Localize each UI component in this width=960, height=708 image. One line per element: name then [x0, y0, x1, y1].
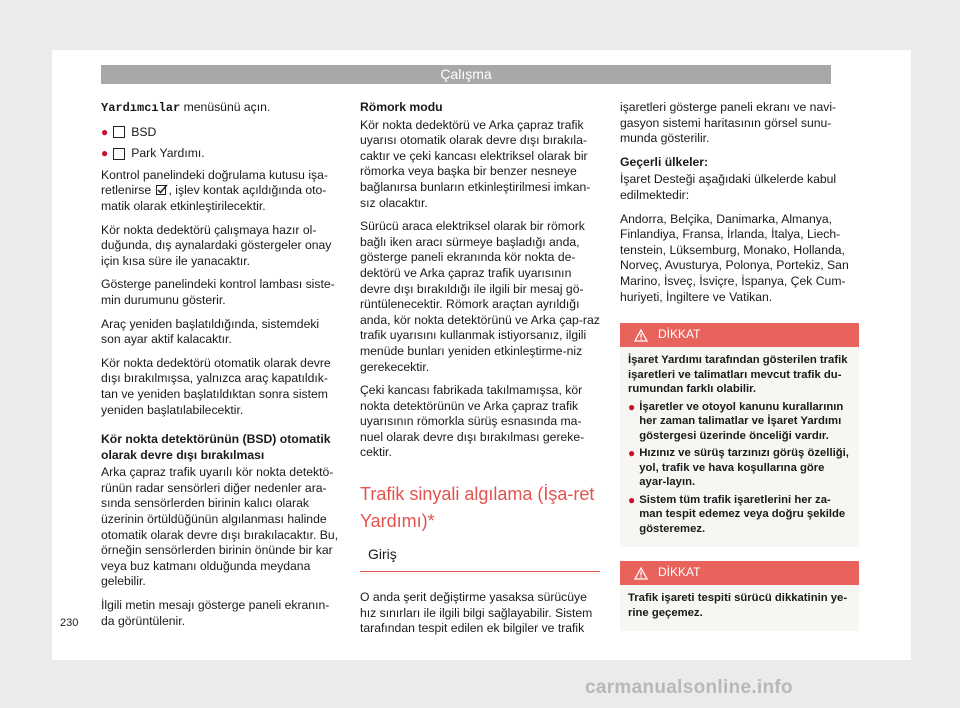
option-label: BSD	[131, 124, 157, 139]
checked-box-icon	[156, 184, 168, 196]
paragraph: Arka çapraz trafik uyarılı kör nokta detektö-rünün radar sensörleri diğer nedenler ara-sında sensörlerden birinin kalıcı olarak üzerinin örtüldüğünün algılanması halinde otomatik olarak devre dışı bırakılacaktır. Bu, örneğin sensörlerden birinin önünde bir kar veya buz katmanı olduğunda meydana gelebilir.	[101, 465, 339, 589]
warning-triangle-icon	[634, 329, 648, 342]
heading-bsd-disable: Kör nokta detektörünün (BSD) otomatik olarak devre dışı bırakılması	[101, 432, 331, 462]
column-left	[101, 100, 341, 637]
warning-title: DİKKAT	[658, 565, 701, 580]
menu-suffix: menüsünü açın.	[180, 100, 271, 114]
paragraph: işaretleri gösterge paneli ekranı ve navi-gasyon sistemi haritasının görsel sunu-munda gösterilir.	[620, 100, 837, 146]
paragraph	[101, 168, 341, 215]
menu-instruction	[101, 100, 341, 117]
bullet-text: Sistem tüm trafik işaretlerini her za-man tespit edemez veya doğru şekilde gösteremez.	[639, 493, 846, 535]
subsection-title: Giriş	[360, 545, 600, 572]
paragraph: O anda şerit değiştirme yasaksa sürücüye hız sınırları ile ilgili bilgi sağlayabilir. Sistem tarafından tespit edilen ek bilgiler ve trafik	[360, 590, 593, 636]
paragraph: İşaret Desteği aşağıdaki ülkelerde kabul edilmektedir:	[620, 172, 837, 202]
column-middle	[360, 100, 600, 645]
warning-body	[620, 347, 859, 547]
paragraph: Kör nokta dedektörü otomatik olarak devre dışı bırakılmışsa, yalnızca araç kapatıldık-tan ve yeniden başlatıldıktan sonra sistem yeniden başlatılabilecektir.	[101, 355, 331, 417]
section-title: Trafik sinyali algılama (İşa-ret Yardımı)*	[360, 484, 595, 532]
warning-header	[620, 561, 859, 585]
paragraph: Araç yeniden başlatıldığında, sistemdeki son ayar aktif kalacaktır.	[101, 316, 320, 347]
checkbox-icon	[113, 148, 125, 160]
bullet-icon: ●	[101, 124, 109, 139]
warning-intro: İşaret Yardımı tarafından gösterilen trafik işaretleri ve talimatları mevcut trafik du-rumundan farklı olabilir.	[628, 354, 848, 396]
bullet-text: Hızınız ve sürüş tarzınızı görüş özelliği, yol, trafik ve hava koşullarına göre ayar-layın.	[639, 447, 849, 489]
paragraph: Kör nokta dedektörü ve Arka çapraz trafik uyarısı otomatik olarak devre dışı bırakıla-caktır ve çeki kancası elektriksel olarak bir römorka veya başka bir benzer nesneye bağlanırsa bunların etkinleştirilmesi imkan-sız olacaktır.	[360, 117, 591, 210]
paragraph: Andorra, Belçika, Danimarka, Almanya, Finlandiya, Fransa, İrlanda, İtalya, Liech-tenstein, Lüksemburg, Monako, Hollanda, Norveç, Avusturya, Polonya, Portekiz, San Marino, İsveç, İsviçre, İspanya, Çek Cum-huriyeti, İngiltere ve Vatikan.	[620, 211, 849, 304]
warning-triangle-icon	[634, 567, 648, 580]
bullet-icon: ●	[628, 492, 636, 507]
warning-box-1	[620, 323, 859, 547]
warning-text: Trafik işareti tespiti sürücü dikkatinin ye-rine geçemez.	[628, 592, 848, 619]
page-header: Çalışma	[101, 65, 831, 84]
warning-bullet	[628, 493, 851, 537]
paragraph: Kör nokta dedektörü çalışmaya hazır ol-duğunda, dış aynalardaki göstergeler onay için kısa süre ile yanacaktır.	[101, 222, 332, 268]
warning-box-2	[620, 561, 859, 631]
warning-header	[620, 323, 859, 347]
heading-trailer-mode: Römork modu	[360, 100, 443, 114]
column-right	[620, 100, 860, 643]
bullet-icon: ●	[101, 146, 109, 161]
paragraph: Gösterge panelindeki kontrol lambası siste-min durumunu gösterir.	[101, 277, 335, 307]
p1a: Kontrol panelindeki doğrulama kutusu işa-retlenirse	[101, 167, 328, 198]
warning-title: DİKKAT	[658, 327, 701, 342]
warning-bullet	[628, 400, 851, 444]
p1b: , işlev kontak açıldığında oto-matik olarak etkinleştirilecektir.	[101, 183, 327, 213]
paragraph: İlgili metin mesajı gösterge paneli ekranın-da görüntülenir.	[101, 598, 330, 628]
option-park	[101, 146, 341, 162]
bullet-icon: ●	[628, 446, 636, 461]
heading-countries: Geçerli ülkeler:	[620, 154, 709, 169]
page-number: 230	[60, 617, 79, 629]
warning-bullet	[628, 446, 851, 490]
paragraph: Çeki kancası fabrikada takılmamışsa, kör nokta detektörünün ve Arka çapraz trafik uyarısının römorkla sürüş esnasında ma-nuel olarak devre dışı bırakılması gereke-cektir.	[360, 383, 585, 460]
bullet-icon: ●	[628, 399, 636, 414]
bullet-text: İşaretler ve otoyol kanunu kurallarının her zaman talimatlar ve İşaret Yardımı göstergesi üzerinde önceliği vardır.	[639, 400, 844, 442]
menu-code: Yardımcılar	[101, 101, 181, 115]
option-bsd	[101, 125, 341, 141]
option-label: Park Yardımı.	[131, 146, 205, 161]
warning-body	[620, 585, 859, 631]
watermark: carmanualsonline.info	[585, 677, 793, 698]
checkbox-icon	[113, 126, 125, 138]
paragraph: Sürücü araca elektriksel olarak bir römork bağlı iken aracı sürmeye başladığı anda, gösterge paneli ekranında kör nokta de-dektörü ve Arka çapraz trafik uyarısının devre dışı bırakıldığı ile ilgili bir mesaj gö-rüntülenecektir. Römork araçtan ayrıldığı anda, kör nokta detektörünü ve Arka çap-raz trafik uyarısını kullanmak istiyorsanız, ilgili menüde bunları yeniden etkinleştirme-niz gerekecektir.	[360, 219, 600, 374]
